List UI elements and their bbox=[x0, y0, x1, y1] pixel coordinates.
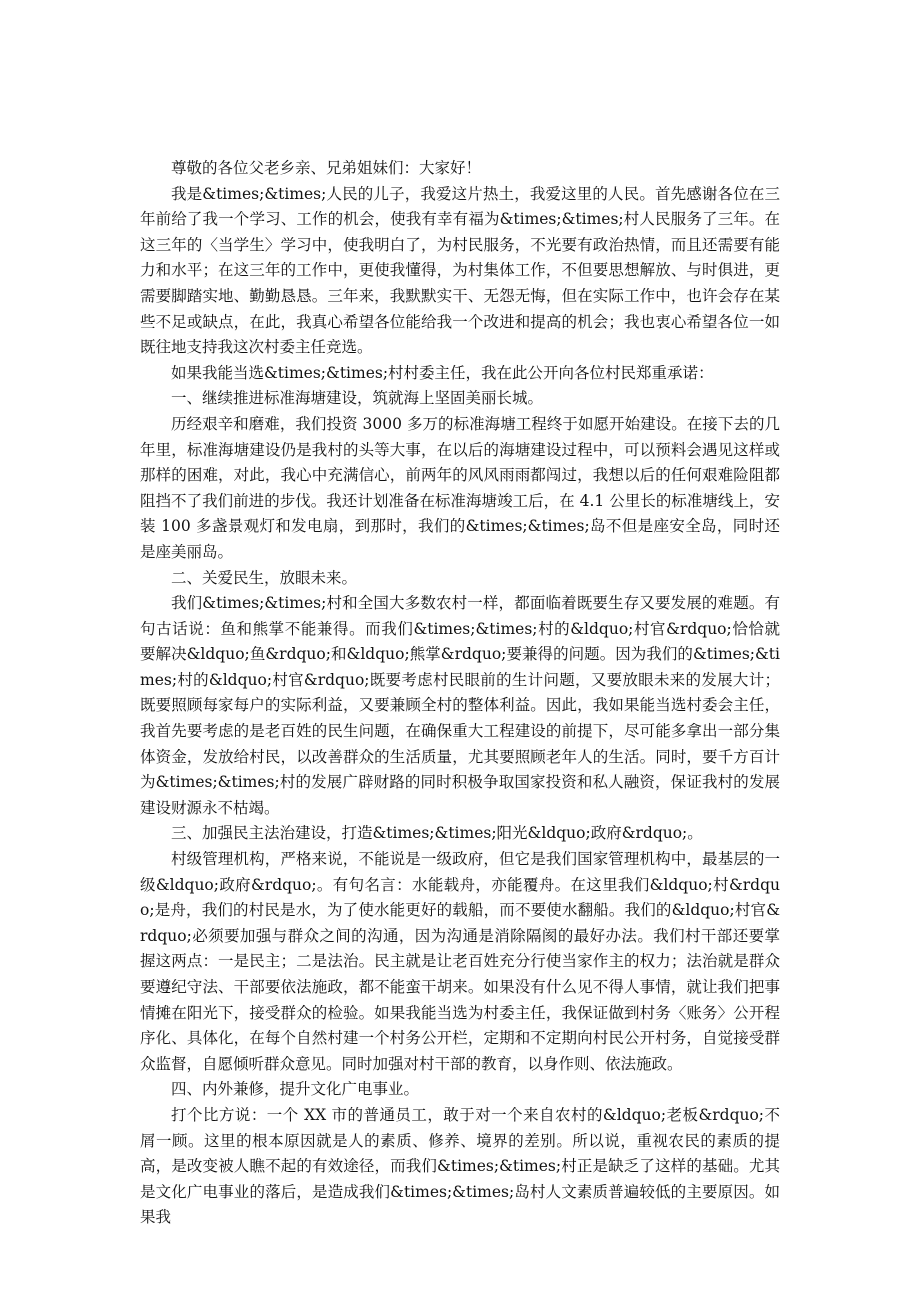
section-body-4: 打个比方说：一个 XX 市的普通员工，敢于对一个来自农村的&ldquo;老板&rdquo;不屑一顾。这里的根本原因就是人的素质、修养、境界的差别。所以说，重视农民的素质的提高，是改变被人瞧不起的有效途径，而我们&times;&times;村正是缺乏了这样的基础。尤其是文化广电事业的落后，是造成我们&times;&times;岛村人文素质普遍较低的主要原因。如果我 bbox=[140, 1105, 780, 1227]
section-heading-1: 一、继续推进标准海塘建设，筑就海上坚固美丽长城。 bbox=[171, 389, 544, 408]
document-body bbox=[140, 156, 780, 1231]
pledge-paragraph: 如果我能当选&times;&times;村村委主任，我在此公开向各位村民郑重承诺： bbox=[171, 363, 714, 382]
intro-paragraph: 我是&times;&times;人民的儿子，我爱这片热土，我爱这里的人民。首先感谢各位在三年前给了我一个学习、工作的机会，使我有幸有福为&times;&times;村人民服务了三年。在这三年的〈当学生〉学习中，使我明白了，为村民服务，不光要有政治热情，而且还需要有能力和水平；在这三年的工作中，更使我懂得，为村集体工作，不但要思想解放、与时俱进，更需要脚踏实地、勤勤恳恳。三年来，我默默实干、无怨无悔，但在实际工作中，也许会存在某些不足或缺点，在此，我真心希望各位能给我一个改进和提高的机会；我也衷心希望各位一如既往地支持我这次村委主任竞选。 bbox=[140, 184, 780, 357]
section-heading-3: 三、加强民主法治建设，打造&times;&times;阳光&ldquo;政府&rdquo;。 bbox=[171, 824, 703, 843]
section-body-3: 村级管理机构，严格来说，不能说是一级政府，但它是我们国家管理机构中，最基层的一级&ldquo;政府&rdquo;。有句名言：水能载舟，亦能覆舟。在这里我们&ldquo;村&rdquo;是舟，我们的村民是水，为了使水能更好的载船，而不要使水翻船。我们的&ldquo;村官&rdquo;必须要加强与群众之间的沟通，因为沟通是消除隔阂的最好办法。我们村干部还要掌握这两点：一是民主；二是法治。民主就是让老百姓充分行使当家作主的权力；法治就是群众要遵纪守法、干部要依法施政，都不能蛮干胡来。如果没有什么见不得人事情，就让我们把事情摊在阳光下，接受群众的检验。如果我能当选为村委主任，我保证做到村务〈账务〉公开程序化、具体化，在每个自然村建一个村务公开栏，定期和不定期向村民公开村务，自觉接受群众监督，自愿倾听群众意见。同时加强对村干部的教育，以身作则、依法施政。 bbox=[140, 850, 780, 1073]
section-body-1: 历经艰辛和磨难，我们投资 3000 多万的标准海塘工程终于如愿开始建设。在接下去的几年里，标准海塘建设仍是我村的头等大事，在以后的海塘建设过程中，可以预料会遇见这样或那样的困难，对此，我心中充满信心，前两年的风风雨雨都闯过，我想以后的任何艰难险阻都阻挡不了我们前进的步伐。我还计划准备在标准海塘竣工后，在 4.1 公里长的标准塘线上，安装 100 多盏景观灯和发电扇，到那时，我们的&times;&times;岛不但是座安全岛，同时还是座美丽岛。 bbox=[140, 414, 780, 561]
section-heading-4: 四、内外兼修，提升文化广电事业。 bbox=[171, 1080, 420, 1099]
section-heading-2: 二、关爱民生，放眼未来。 bbox=[171, 568, 358, 587]
section-body-2: 我们&times;&times;村和全国大多数农村一样，都面临着既要生存又要发展的难题。有句古话说：鱼和熊掌不能兼得。而我们&times;&times;村的&ldquo;村官&rdquo;恰恰就要解决&ldquo;鱼&rdquo;和&ldquo;熊掌&rdquo;要兼得的问题。因为我们的&times;&times;村的&ldquo;村官&rdquo;既要考虑村民眼前的生计问题，又要放眼未来的发展大计；既要照顾每家每户的实际利益，又要兼顾全村的整体利益。因此，我如果能当选村委会主任，我首先要考虑的是老百姓的民生问题，在确保重大工程建设的前提下，尽可能多拿出一部分集体资金，发放给村民，以改善群众的生活质量，尤其要照顾老年人的生活。同时，要千方百计为&times;&times;村的发展广辟财路的同时积极争取国家投资和私人融资，保证我村的发展建设财源永不枯竭。 bbox=[140, 594, 780, 817]
greeting-paragraph: 尊敬的各位父老乡亲、兄弟姐妹们：大家好！ bbox=[171, 159, 482, 177]
